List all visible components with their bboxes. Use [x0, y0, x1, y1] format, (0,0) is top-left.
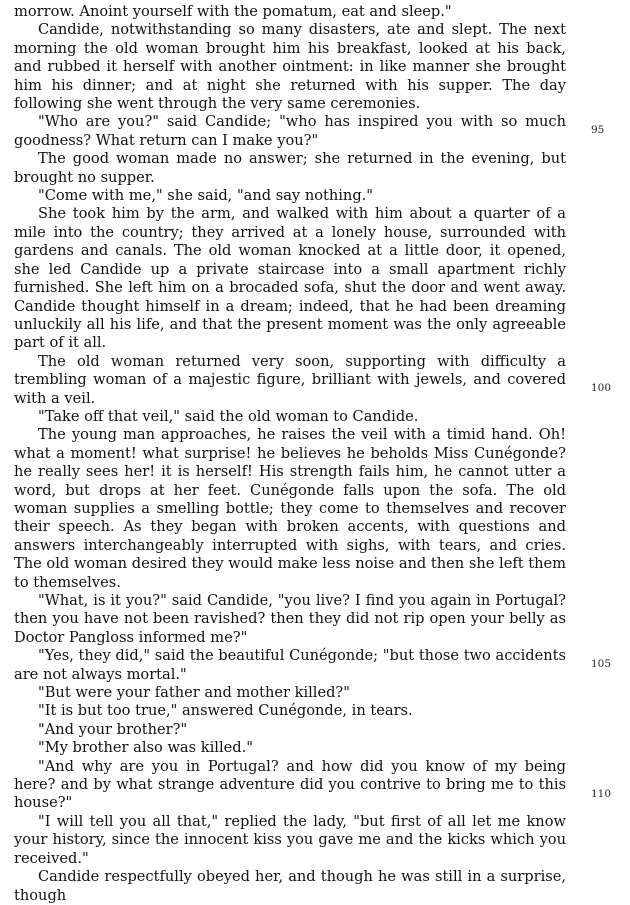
paragraph: "Take off that veil," said the old woman to Candide. [38, 407, 419, 425]
line-number: 105 [591, 658, 612, 670]
text-column [14, 3, 566, 905]
paragraph: The old woman returned very soon, supporting with difficulty a trembling woman of a majestic figure, brilliant with jewels, and covered with a veil. [14, 352, 566, 407]
line-number: 95 [591, 124, 605, 136]
paragraph: "I will tell you all that," replied the lady, "but first of all let me know your history, since the innocent kiss you gave me and the kicks which you received." [14, 812, 566, 867]
paragraph: Candide, notwithstanding so many disasters, ate and slept. The next morning the old woman brought him his breakfast, looked at his back, and rubbed it herself with another ointment: in like manner she brought him his dinner; and at night she returned with his supper. The day following she went through the very same ceremonies. [14, 21, 566, 113]
paragraph: "Who are you?" said Candide; "who has inspired you with so much goodness? What return can I make you?" [14, 113, 566, 149]
line-number: 100 [591, 382, 612, 394]
paragraph: She took him by the arm, and walked with him about a quarter of a mile into the country; they arrived at a lonely house, surrounded with gardens and canals. The old woman knocked at a little door, it opened, she led Candide up a private staircase into a small apartment richly furnished. She left him on a brocaded sofa, shut the door and went away. Candide thought himself in a dream; indeed, that he had been dreaming unluckily all his life, and that the present moment was the only agreeable part of it all. [14, 205, 566, 352]
paragraph: "My brother also was killed." [38, 739, 253, 757]
paragraph: The good woman made no answer; she returned in the evening, but brought no supper. [14, 150, 566, 186]
paragraph: "What, is it you?" said Candide, "you live? I find you again in Portugal? then you have not been ravished? then they did not rip open your belly as Doctor Pangloss informed me?" [14, 592, 566, 646]
paragraph: "And your brother?" [38, 720, 188, 738]
paragraph: The young man approaches, he raises the veil with a timid hand. Oh! what a moment! what surprise! he believes he beholds Miss Cunégonde? he really sees her! it is herself! His strength fails him, he cannot utter a word, but drops at her feet. Cunégonde falls upon the sofa. The old woman supplies a smelling bottle; they come to themselves and recover their speech. As they began with broken accents, with questions and answers interchangeably interrupted with sighs, with tears, and cries. The old woman desired they would make less noise and then she left them to themselves. [14, 426, 566, 591]
line-number: 110 [591, 788, 612, 800]
paragraph: "Come with me," she said, "and say nothing." [38, 187, 374, 205]
paragraph: "But were your father and mother killed?" [38, 684, 350, 702]
paragraph: morrow. Anoint yourself with the pomatum, eat and sleep." [14, 3, 452, 20]
paragraph: "It is but too true," answered Cunégonde, in tears. [38, 702, 413, 720]
paragraph: Candide respectfully obeyed her, and though he was still in a surprise, though [14, 868, 566, 904]
paragraph: "Yes, they did," said the beautiful Cunégonde; "but those two accidents are not always mortal." [14, 647, 566, 683]
paragraph: "And why are you in Portugal? and how did you know of my being here? and by what strange adventure did you contrive to bring me to this house?" [14, 757, 566, 812]
